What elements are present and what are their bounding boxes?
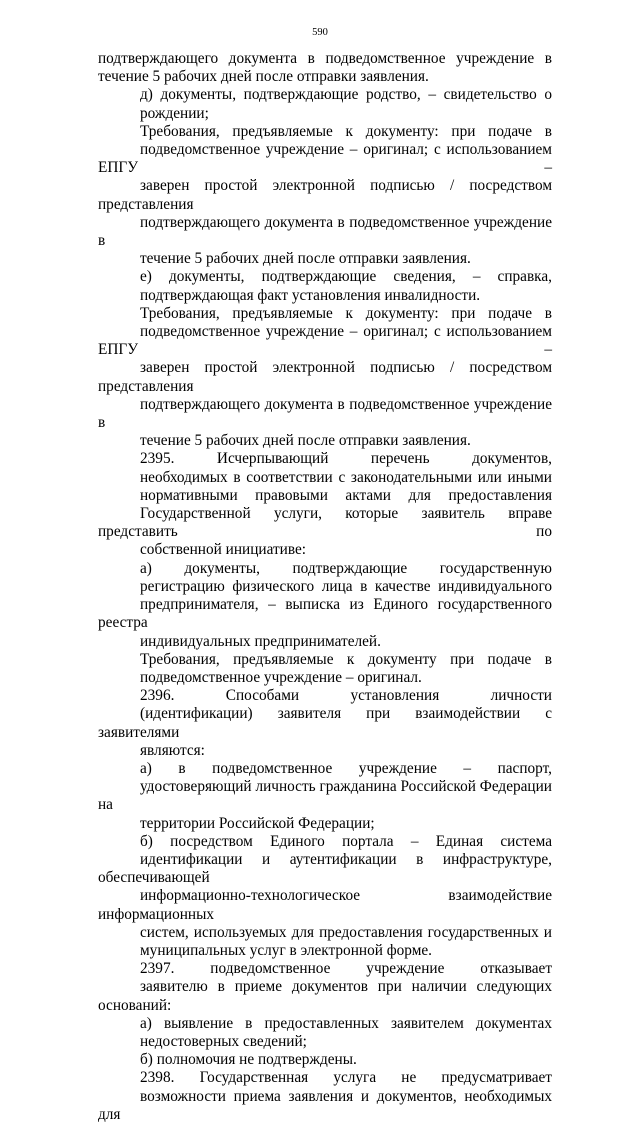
text-line: необходимых в соответствии с законодательными или иными: [140, 468, 552, 486]
text-line: подведомственное учреждение – оригинал.: [140, 668, 422, 686]
paragraph: [98, 651, 552, 687]
text-line: 2395. Исчерпывающий перечень документов,: [140, 450, 552, 468]
text-line: а) выявление в предоставленных заявителем документах: [140, 1014, 552, 1032]
text-line: нормативными правовыми актами для предоставления: [140, 486, 552, 504]
text-line: систем, используемых для предоставления государственных и: [140, 923, 552, 941]
text-line: б) полномочия не подтверждены.: [140, 1051, 357, 1069]
paragraph: [98, 1051, 552, 1069]
text-line: возможности приема заявления и документов, необходимых для: [98, 1087, 552, 1123]
paragraph: [98, 560, 552, 651]
text-line: 2396. Способами установления личности: [140, 687, 552, 705]
text-line: заверен простой электронной подписью / посредством представления: [98, 177, 552, 213]
paragraph: [98, 760, 552, 833]
document-body: [98, 50, 552, 1124]
text-line: подведомственное учреждение – оригинал; с использованием ЕПГУ –: [98, 141, 552, 177]
text-line: а) в подведомственное учреждение – паспорт,: [140, 759, 552, 777]
page-number: 590: [312, 27, 328, 38]
text-line: заверен простой электронной подписью / посредством представления: [98, 359, 552, 395]
text-line: течение 5 рабочих дней после отправки заявления.: [98, 68, 429, 86]
text-line: индивидуальных предпринимателей.: [140, 632, 381, 650]
text-line: Требования, предъявляемые к документу: при подаче в: [140, 304, 552, 322]
text-line: Требования, предъявляемые к документу: при подаче в: [140, 122, 552, 140]
text-line: б) посредством Единого портала – Единая система: [140, 832, 552, 850]
text-line: регистрацию физического лица в качестве индивидуального: [140, 577, 552, 595]
text-line: течение 5 рабочих дней после отправки заявления.: [140, 250, 471, 268]
paragraph: [98, 305, 552, 451]
text-line: территории Российской Федерации;: [140, 814, 375, 832]
text-line: предпринимателя, – выписка из Единого государственного реестра: [98, 596, 552, 632]
text-line: течение 5 рабочих дней после отправки заявления.: [140, 432, 471, 450]
text-line: Требования, предъявляемые к документу при подаче в: [140, 650, 552, 668]
text-line: Государственной услуги, которые заявитель вправе представить по: [98, 505, 552, 541]
text-line: 2398. Государственная услуга не предусматривает: [140, 1069, 552, 1087]
text-line: являются:: [140, 741, 205, 759]
text-line: рождении;: [140, 104, 209, 122]
paragraph: [98, 86, 552, 122]
text-line: муниципальных услуг в электронной форме.: [140, 941, 433, 959]
paragraph: [98, 833, 552, 960]
paragraph: [98, 123, 552, 269]
paragraph: [98, 50, 552, 86]
paragraph: [98, 450, 552, 559]
text-line: информационно-технологическое взаимодействие информационных: [98, 887, 552, 923]
text-line: заявителю в приеме документов при наличии следующих оснований:: [98, 978, 552, 1014]
paragraph: [98, 1069, 552, 1124]
paragraph: [98, 960, 552, 1015]
text-line: подтверждающего документа в подведомственное учреждение в: [98, 213, 552, 250]
text-line: подведомственное учреждение – оригинал; с использованием ЕПГУ –: [98, 323, 552, 359]
text-line: недостоверных сведений;: [140, 1032, 307, 1050]
paragraph: [98, 687, 552, 760]
paragraph: [98, 1015, 552, 1051]
text-line: е) документы, подтверждающие сведения, – справка,: [140, 268, 552, 286]
text-line: а) документы, подтверждающие государственную: [140, 559, 552, 577]
text-line: подтверждающего документа в подведомственное учреждение в: [98, 50, 552, 67]
text-line: д) документы, подтверждающие родство, – свидетельство о: [140, 86, 552, 104]
text-line: идентификации и аутентификации в инфраструктуре, обеспечивающей: [98, 850, 552, 887]
text-line: собственной инициативе:: [140, 541, 307, 559]
text-line: подтверждающего документа в подведомственное учреждение в: [98, 395, 552, 432]
paragraph: [98, 268, 552, 304]
text-line: 2397. подведомственное учреждение отказывает: [140, 960, 552, 978]
text-line: (идентификации) заявителя при взаимодействии с заявителями: [98, 705, 552, 741]
text-line: подтверждающая факт установления инвалидности.: [140, 286, 481, 304]
text-line: удостоверяющий личность гражданина Российской Федерации на: [98, 778, 552, 814]
